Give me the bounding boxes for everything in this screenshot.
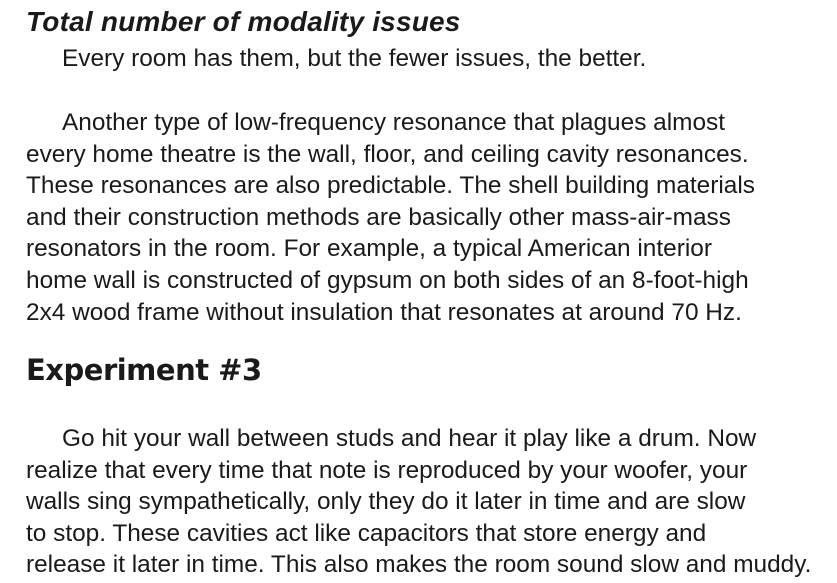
paragraph-line: realize that every time that note is reproduced by your woofer, your (26, 456, 748, 484)
paragraph-line: Go hit your wall between studs and hear it play like a drum. Now (62, 425, 757, 452)
paragraph-experiment (26, 423, 816, 581)
paragraph-line: home wall is constructed of gypsum on both sides of an 8-foot-high (26, 266, 749, 294)
paragraph-line: and their construction methods are basically other mass-air-mass (26, 203, 731, 231)
paragraph-line: to stop. These cavities act like capacitors that store energy and (26, 519, 707, 547)
paragraph-line: Another type of low-frequency resonance that plagues almost (62, 109, 726, 136)
paragraph-line: These resonances are also predictable. The shell building materials (26, 172, 755, 200)
paragraph-intro: Every room has them, but the fewer issues, the better. (62, 45, 647, 72)
paragraph-line: resonators in the room. For example, a typical American interior (26, 235, 712, 263)
paragraph-line: 2x4 wood frame without insulation that resonates at around 70 Hz. (26, 298, 742, 326)
subheading: Total number of modality issues (26, 6, 461, 37)
paragraph-line: walls sing sympathetically, only they do it later in time and are slow (26, 488, 746, 516)
paragraph-line: every home theatre is the wall, floor, and ceiling cavity resonances. (26, 140, 749, 168)
paragraph-cavity-resonance (26, 107, 816, 328)
paragraph-line: release it later in time. This also makes the room sound slow and muddy. (26, 551, 812, 579)
section-heading: Experiment #3 (26, 353, 262, 387)
